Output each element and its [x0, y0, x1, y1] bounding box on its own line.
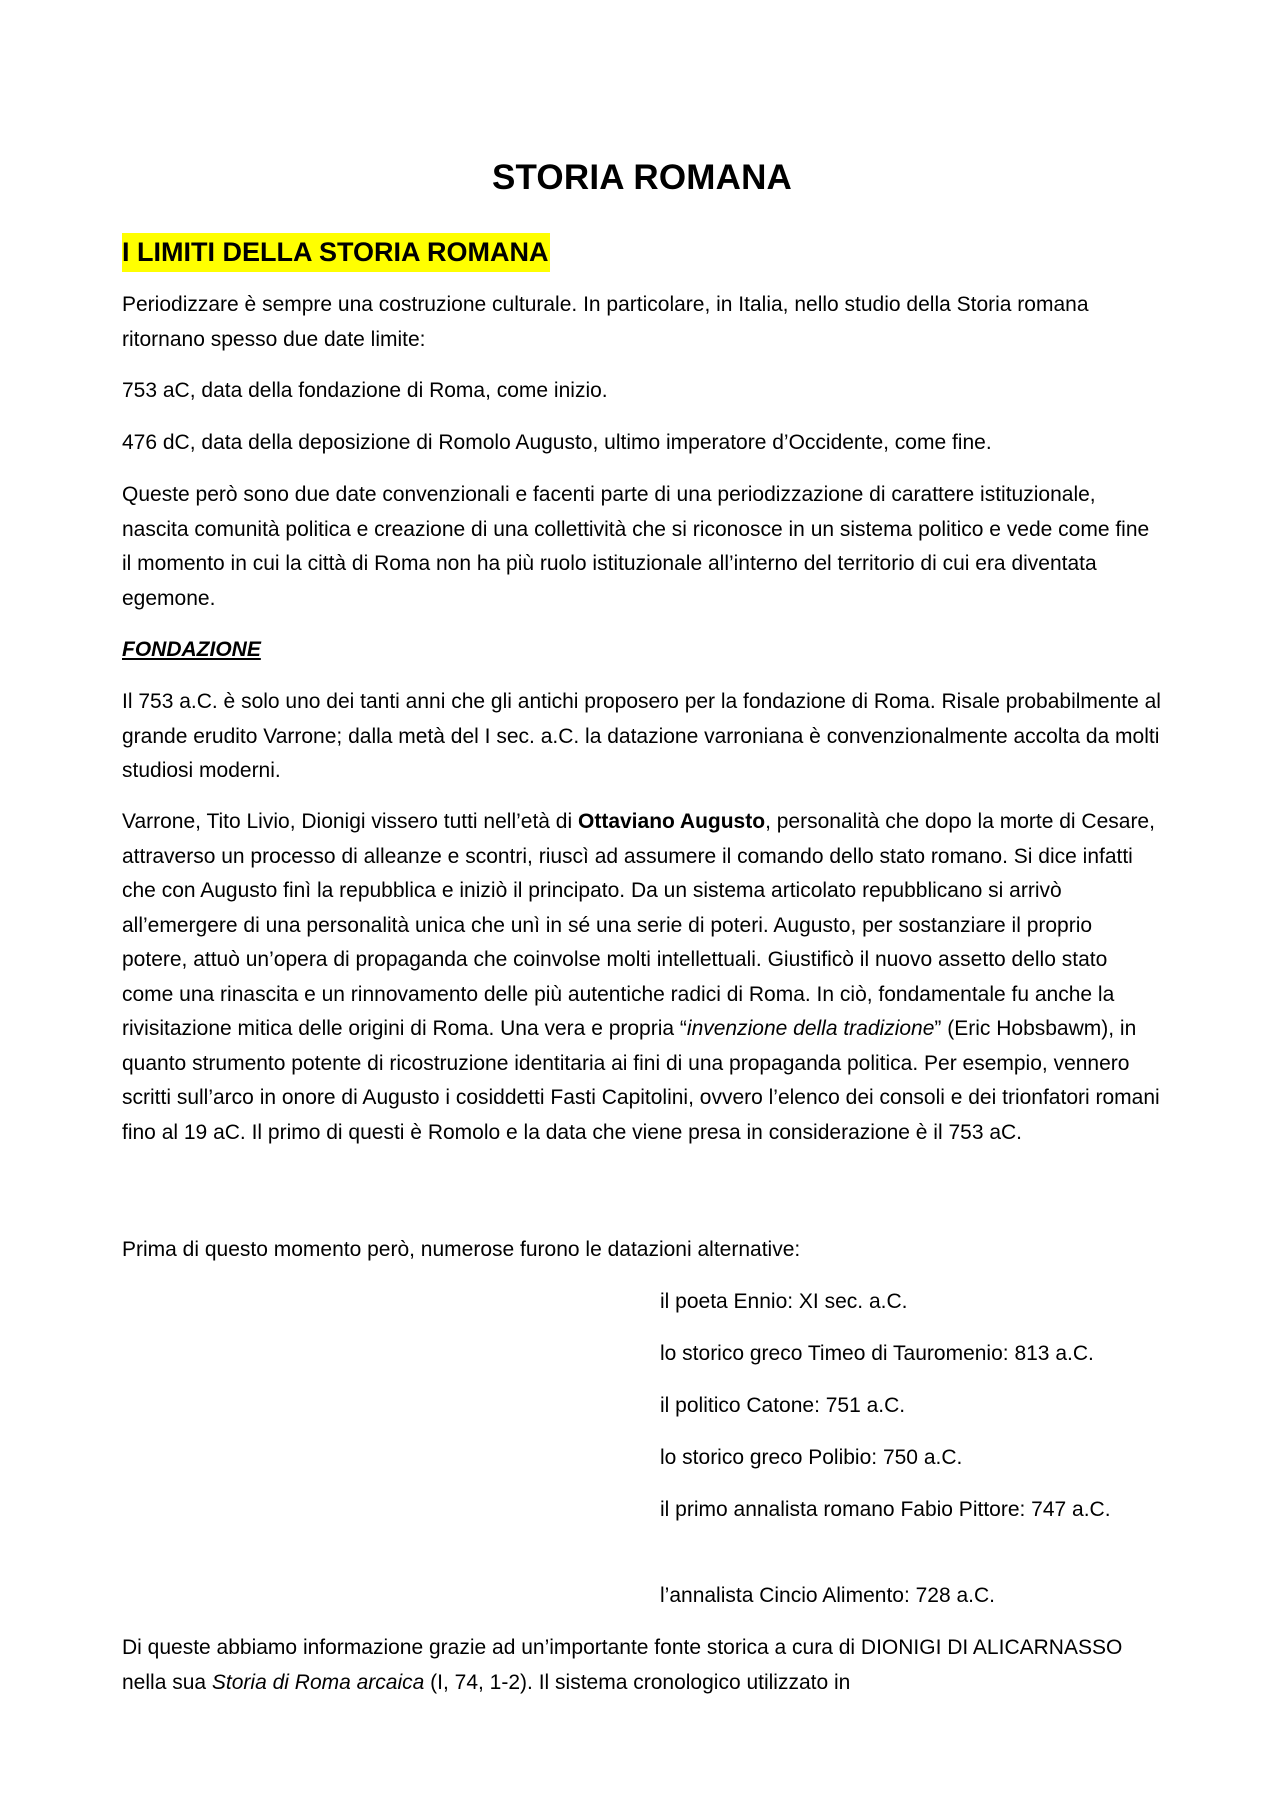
- page-title: STORIA ROMANA: [491, 158, 793, 197]
- invenzione-tradizione-italic: invenzione della tradizione: [686, 1017, 935, 1040]
- ottaviano-augusto-bold: Ottaviano Augusto: [578, 810, 766, 833]
- paragraph-wrapper-476: [122, 426, 1162, 461]
- list-item: l’annalista Cincio Alimento: 728 a.C.: [660, 1584, 996, 1607]
- paragraph-wrapper-augusto: [122, 805, 1162, 1150]
- augusto-text-mid: , personalità che dopo la morte di Cesare, attraverso un processo di alleanze e scontri, riuscì ad assumere il comando dello stato romano. Si dice infatti che con Augusto finì la repubblica e iniziò il principato. Da un sistema articolato repubblicano si arrivò all’emergere di una personalità unica che unì in sé una serie di poteri. Augusto, per sostanziare il proprio potere, attuò un’opera di propaganda che coinvolse molti intellettuali. Giustificò il nuovo assetto dello stato come una rinascita e un rinnovamento delle più autentiche radici di Roma. In ciò, fondamentale fu anche la rivisitazione mitica delle origini di Roma. Una vera e propria “: [122, 810, 1155, 1040]
- list-item: il poeta Ennio: XI sec. a.C.: [660, 1290, 908, 1313]
- subheading-wrapper: [122, 633, 1162, 668]
- paragraph-datazioni-alternative: Prima di questo momento però, numerose furono le datazioni alternative:: [122, 1238, 801, 1261]
- augusto-text-start: Varrone, Tito Livio, Dionigi vissero tutti nell’età di: [122, 810, 578, 833]
- section-heading-fondazione: FONDAZIONE: [122, 638, 261, 661]
- paragraph-wrapper-convenzionali: [122, 478, 1162, 616]
- list-item: lo storico greco Polibio: 750 a.C.: [660, 1446, 963, 1469]
- list-item: il primo annalista romano Fabio Pittore: 747 a.C.: [660, 1498, 1111, 1521]
- paragraph-wrapper-dionigi: [122, 1631, 1162, 1700]
- dionigi-text-end: (I, 74, 1-2). Il sistema cronologico utilizzato in: [424, 1670, 851, 1694]
- list-item: il politico Catone: 751 a.C.: [660, 1394, 906, 1417]
- paragraph-augusto: [122, 805, 1162, 1150]
- section-heading-limiti: I LIMITI DELLA STORIA ROMANA: [122, 233, 550, 272]
- paragraph-753: 753 aC, data della fondazione di Roma, come inizio.: [122, 379, 608, 402]
- paragraph-wrapper-753ac: [122, 685, 1162, 789]
- storia-roma-arcaica-italic: Storia di Roma arcaica: [211, 1670, 425, 1694]
- dionigi-text-start: Di queste abbiamo informazione grazie ad un’importante fonte storica a cura di DIONIGI DI ALICARNASSO nella sua: [122, 1636, 1123, 1694]
- paragraph-wrapper-753: [122, 374, 1162, 409]
- paragraph-date-convenzionali: Queste però sono due date convenzionali e facenti parte di una periodizzazione di carattere istituzionale, nascita comunità politica e creazione di una collettività che si riconosce in un sistema politico e vede come fine il momento in cui la città di Roma non ha più ruolo istituzionale all’interno del territorio di cui era diventata egemone.: [122, 483, 1150, 610]
- list-item: lo storico greco Timeo di Tauromenio: 813 a.C.: [660, 1342, 1094, 1365]
- augusto-text-end: ” (Eric Hobsbawm), in quanto strumento potente di ricostruzione identitaria ai fini di una propaganda politica. Per esempio, vennero scritti sull’arco in onore di Augusto i cosiddetti Fasti Capitolini, ovvero l’elenco dei consoli e dei trionfatori romani fino al 19 aC. Il primo di questi è Romolo e la data che viene presa in considerazione è il 753 aC.: [122, 1017, 1160, 1144]
- paragraph-periodizzare: Periodizzare è sempre una costruzione culturale. In particolare, in Italia, nello studio della Storia romana ritornano spesso due date limite:: [122, 293, 1089, 351]
- paragraph-753-ac: Il 753 a.C. è solo uno dei tanti anni che gli antichi proposero per la fondazione di Roma. Risale probabilmente al grande erudito Varrone; dalla metà del I sec. a.C. la datazione varroniana è convenzionalmente accolta da molti studiosi moderni.: [122, 690, 1161, 782]
- section-limiti-body: [122, 288, 1162, 357]
- paragraph-wrapper-alternative: [122, 1233, 1162, 1268]
- paragraph-476: 476 dC, data della deposizione di Romolo Augusto, ultimo imperatore d’Occidente, come fine.: [122, 431, 992, 454]
- paragraph-dionigi: [122, 1631, 1162, 1700]
